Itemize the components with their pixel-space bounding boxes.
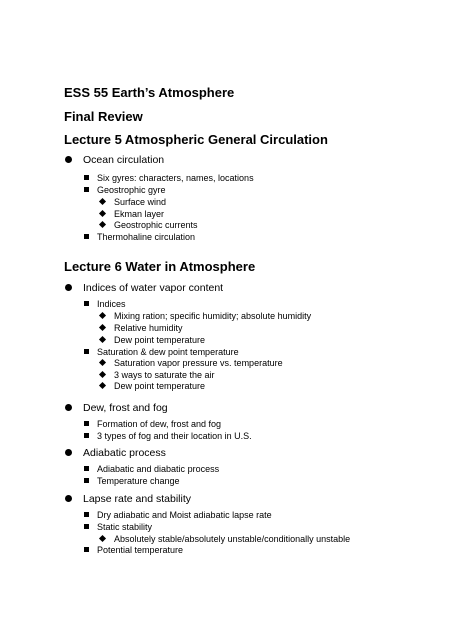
list-item-label: Six gyres: characters, names, locations xyxy=(97,173,254,183)
list-item-lapse-rate xyxy=(65,493,191,506)
list-item-label: Indices of water vapor content xyxy=(83,282,224,294)
list-item-label: Geostrophic currents xyxy=(114,220,198,230)
bullet-diamond-icon xyxy=(99,336,106,343)
list-item-3-ways xyxy=(99,370,215,381)
bullet-diamond-icon xyxy=(99,210,106,217)
list-item-label: Dew, frost and fog xyxy=(83,402,168,414)
list-item-thermohaline xyxy=(84,232,195,243)
list-item-potential-temperature xyxy=(84,545,183,556)
list-item-ocean-circulation xyxy=(65,154,164,167)
list-item-dew-point-1 xyxy=(99,335,205,346)
list-item-formation xyxy=(84,419,221,430)
bullet-dot-icon xyxy=(65,156,72,163)
bullet-diamond-icon xyxy=(99,359,106,366)
list-item-label: Lapse rate and stability xyxy=(83,493,191,505)
list-item-indices-water-vapor xyxy=(65,282,223,295)
list-item-adiabatic-diabatic xyxy=(84,464,219,475)
list-item-indices xyxy=(84,299,126,310)
list-item-label: Adiabatic and diabatic process xyxy=(97,464,220,474)
list-item-label: Potential temperature xyxy=(97,545,184,555)
bullet-square-icon xyxy=(84,433,89,438)
list-item-saturation-vapor-pressure xyxy=(99,358,283,369)
bullet-diamond-icon xyxy=(99,221,106,228)
bullet-dot-icon xyxy=(65,449,72,456)
list-item-six-gyres xyxy=(84,173,254,184)
list-item-label: Formation of dew, frost and fog xyxy=(97,419,222,429)
bullet-dot-icon xyxy=(65,284,72,291)
list-item-dew-point-2 xyxy=(99,381,205,392)
list-item-label: Adiabatic process xyxy=(83,447,166,459)
list-item-dry-moist xyxy=(84,510,272,521)
lecture5-heading: Lecture 5 Atmospheric General Circulation xyxy=(64,132,328,147)
bullet-diamond-icon xyxy=(99,535,106,542)
list-item-geostrophic-currents xyxy=(99,220,198,231)
list-item-stability-types xyxy=(99,534,350,545)
lecture6-heading: Lecture 6 Water in Atmosphere xyxy=(64,259,256,274)
list-item-ekman-layer xyxy=(99,209,164,220)
list-item-label: 3 types of fog and their location in U.S. xyxy=(97,431,252,441)
bullet-square-icon xyxy=(84,421,89,426)
list-item-adiabatic-process xyxy=(65,447,166,460)
list-item-label: Absolutely stable/absolutely unstable/conditionally unstable xyxy=(114,534,351,544)
list-item-label: 3 ways to saturate the air xyxy=(114,370,215,380)
bullet-square-icon xyxy=(84,478,89,483)
list-item-static-stability xyxy=(84,522,152,533)
list-item-saturation xyxy=(84,347,239,358)
list-item-label: Thermohaline circulation xyxy=(97,232,196,242)
list-item-relative-humidity xyxy=(99,323,183,334)
bullet-square-icon xyxy=(84,175,89,180)
list-item-dew-frost-fog xyxy=(65,402,168,415)
list-item-label: Mixing ration; specific humidity; absolute humidity xyxy=(114,311,312,321)
bullet-diamond-icon xyxy=(99,371,106,378)
bullet-diamond-icon xyxy=(99,324,106,331)
list-item-label: Saturation vapor pressure vs. temperature xyxy=(114,358,283,368)
course-title: ESS 55 Earth’s Atmosphere xyxy=(64,85,235,100)
bullet-square-icon xyxy=(84,524,89,529)
bullet-square-icon xyxy=(84,349,89,354)
bullet-square-icon xyxy=(84,512,89,517)
list-item-label: Dry adiabatic and Moist adiabatic lapse rate xyxy=(97,510,272,520)
list-item-label: Geostrophic gyre xyxy=(97,185,166,195)
bullet-square-icon xyxy=(84,547,89,552)
list-item-fog-types xyxy=(84,431,252,442)
list-item-surface-wind xyxy=(99,197,166,208)
list-item-label: Ocean circulation xyxy=(83,154,165,166)
list-item-geostrophic-gyre xyxy=(84,185,166,196)
bullet-dot-icon xyxy=(65,404,72,411)
bullet-square-icon xyxy=(84,234,89,239)
bullet-square-icon xyxy=(84,466,89,471)
bullet-diamond-icon xyxy=(99,198,106,205)
list-item-label: Surface wind xyxy=(114,197,167,207)
list-item-label: Relative humidity xyxy=(114,323,183,333)
list-item-label: Static stability xyxy=(97,522,153,532)
list-item-label: Ekman layer xyxy=(114,209,165,219)
list-item-label: Dew point temperature xyxy=(114,381,206,391)
bullet-dot-icon xyxy=(65,495,72,502)
bullet-square-icon xyxy=(84,301,89,306)
bullet-diamond-icon xyxy=(99,382,106,389)
list-item-label: Saturation & dew point temperature xyxy=(97,347,239,357)
bullet-square-icon xyxy=(84,187,89,192)
list-item-label: Indices xyxy=(97,299,126,309)
list-item-label: Temperature change xyxy=(97,476,180,486)
document-subtitle: Final Review xyxy=(64,109,143,124)
list-item-mixing-ratio xyxy=(99,311,311,322)
bullet-diamond-icon xyxy=(99,312,106,319)
list-item-temperature-change xyxy=(84,476,180,487)
list-item-label: Dew point temperature xyxy=(114,335,206,345)
